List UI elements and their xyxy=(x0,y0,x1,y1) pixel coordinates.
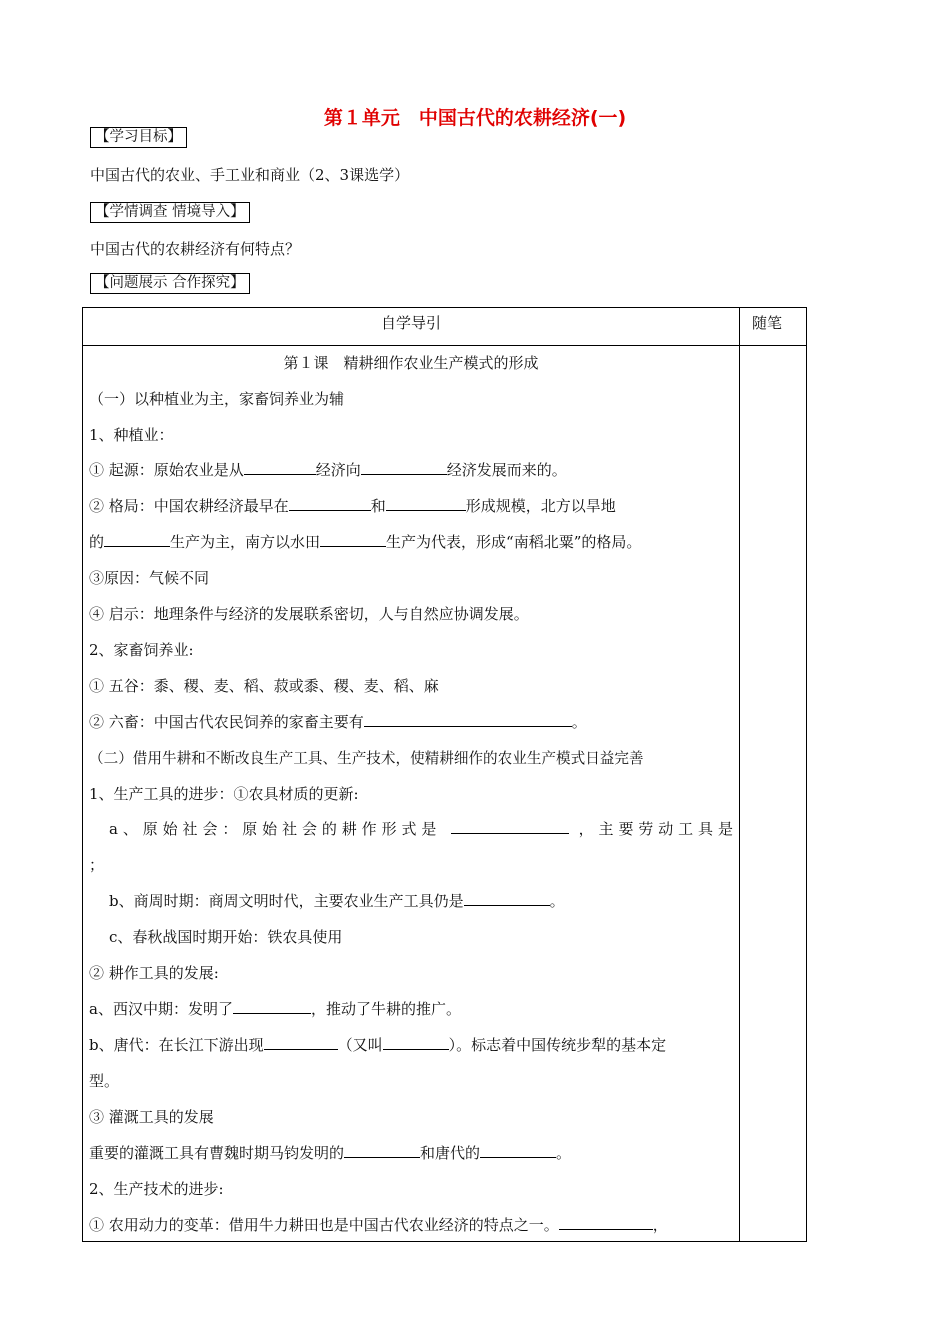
section-heading-1: （一）以种植业为主，家畜饲养业为辅 xyxy=(89,390,345,408)
pattern-line-cont xyxy=(89,531,733,552)
text-fragment: 生产为代表，形成“南稻北粟”的格局。 xyxy=(386,533,642,551)
text-fragment: ，主要劳动工具是 xyxy=(578,820,733,838)
reason-line: ③原因：气候不同 xyxy=(89,569,210,587)
spring-autumn-line: c、春秋战国时期开始：铁农具使用 xyxy=(109,928,343,946)
power-change-line xyxy=(89,1214,733,1235)
pattern-line xyxy=(89,495,733,516)
text-fragment: ① 农用动力的变革：借用牛力耕田也是中国古代农业经济的特点之一。 xyxy=(89,1216,559,1234)
text-fragment: b、唐代：在长江下游出现 xyxy=(89,1036,264,1054)
irrigation-heading: ③ 灌溉工具的发展 xyxy=(89,1108,214,1126)
tang-dynasty-line xyxy=(89,1034,733,1055)
study-guide-content xyxy=(83,346,740,1242)
text-fragment: 和唐代的 xyxy=(420,1144,481,1162)
text-fragment: 。 xyxy=(549,892,565,910)
learning-goal-label: 【学习目标】 xyxy=(90,127,187,148)
text-fragment: 经济发展而来的。 xyxy=(446,461,567,479)
fill-blank[interactable] xyxy=(364,712,572,727)
text-fragment: 生产为主，南方以水田 xyxy=(170,533,321,551)
shang-zhou-line xyxy=(109,890,733,911)
tools-progress-line: 1、生产工具的进步：①农具材质的更新: xyxy=(89,785,359,803)
text-fragment: 和 xyxy=(370,497,386,515)
text-fragment: 。 xyxy=(556,1144,572,1162)
survey-label: 【学情调查 情境导入】 xyxy=(90,202,250,223)
lesson-title: 第１课 精耕细作农业生产模式的形成 xyxy=(283,354,539,372)
subheading-livestock: 2、家畜饲养业: xyxy=(89,641,194,659)
explore-label: 【问题展示 合作探究】 xyxy=(90,273,250,294)
text-fragment: ② 六畜：中国古代农民饲养的家畜主要有 xyxy=(89,713,364,731)
text-fragment: b、商周时期：商周文明时代，主要农业生产工具仍是 xyxy=(109,892,464,910)
learning-goal-text: 中国古代的农业、手工业和商业（2、3课选学） xyxy=(90,166,410,184)
fill-blank[interactable] xyxy=(480,1143,556,1158)
text-fragment: a、西汉中期：发明了 xyxy=(89,1000,233,1018)
notes-column[interactable] xyxy=(740,346,807,1242)
text-fragment: ② 格局：中国农耕经济最早在 xyxy=(89,497,289,515)
fill-blank[interactable] xyxy=(383,1035,449,1050)
header-study-guide: 自学导引 xyxy=(83,308,740,346)
tang-dynasty-line-cont: 型。 xyxy=(89,1072,120,1090)
text-fragment: （又叫 xyxy=(337,1036,383,1054)
fill-blank[interactable] xyxy=(233,999,311,1014)
fill-blank[interactable] xyxy=(344,1143,420,1158)
survey-question: 中国古代的农耕经济有何特点？ xyxy=(90,240,301,258)
fill-blank[interactable] xyxy=(451,819,569,834)
insight-line: ④ 启示：地理条件与经济的发展联系密切，人与自然应协调发展。 xyxy=(89,605,529,623)
text-fragment: 重要的灌溉工具有曹魏时期马钧发明的 xyxy=(89,1144,345,1162)
text-fragment: 。 xyxy=(571,713,587,731)
text-fragment: 经济向 xyxy=(315,461,361,479)
origin-line xyxy=(89,459,733,480)
text-fragment: ① 起源：原始农业是从 xyxy=(89,461,244,479)
text-fragment: 的 xyxy=(89,533,105,551)
semicolon-line: ； xyxy=(89,856,105,874)
fill-blank[interactable] xyxy=(464,891,550,906)
fill-blank[interactable] xyxy=(289,496,371,511)
six-livestock-line xyxy=(89,711,733,732)
text-fragment: ，推动了牛耕的推广。 xyxy=(310,1000,461,1018)
header-notes: 随笔 xyxy=(740,308,807,346)
page-title: 第１单元 中国古代的农耕经济(一) xyxy=(323,107,627,129)
text-fragment: ， xyxy=(652,1216,668,1234)
fill-blank[interactable] xyxy=(104,532,170,547)
farming-tools-heading: ② 耕作工具的发展: xyxy=(89,964,219,982)
text-fragment: 形成规模，北方以旱地 xyxy=(465,497,616,515)
fill-blank[interactable] xyxy=(361,460,447,475)
text-fragment: ）。标志着中国传统步犁的基本定 xyxy=(448,1036,667,1054)
subheading-planting: 1、种植业： xyxy=(89,426,174,444)
fill-blank[interactable] xyxy=(320,532,386,547)
study-guide-table xyxy=(82,307,807,1242)
techniques-heading: 2、生产技术的进步: xyxy=(89,1180,224,1198)
section-heading-2: （二）借用牛耕和不断改良生产工具、生产技术，使精耕细作的农业生产模式日益完善 xyxy=(89,750,644,767)
fill-blank[interactable] xyxy=(559,1215,653,1230)
fill-blank[interactable] xyxy=(244,460,316,475)
western-han-line xyxy=(89,998,733,1019)
fill-blank[interactable] xyxy=(264,1035,338,1050)
text-fragment: a、原始社会：原始社会的耕作形式是 xyxy=(109,820,442,838)
irrigation-tools-line xyxy=(89,1142,733,1163)
five-grains-line: ① 五谷：黍、稷、麦、稻、菽或黍、稷、麦、稻、麻 xyxy=(89,677,439,695)
primitive-society-line xyxy=(109,818,733,839)
fill-blank[interactable] xyxy=(386,496,466,511)
